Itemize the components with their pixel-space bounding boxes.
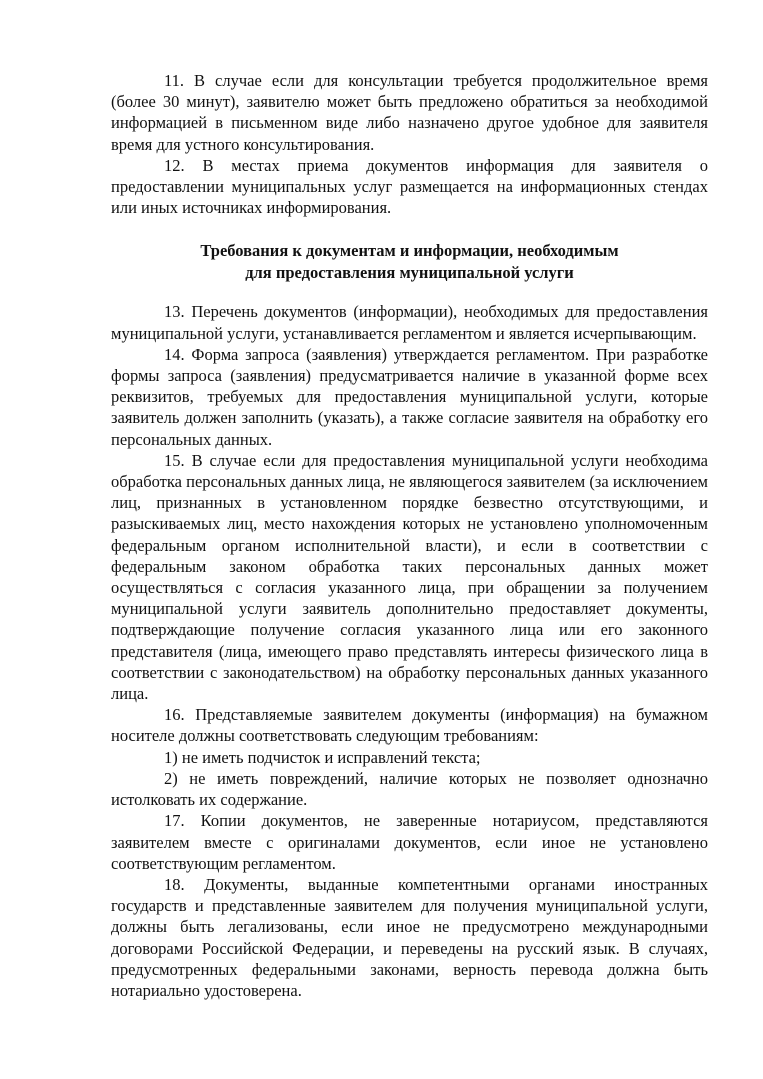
paragraph-16-item-2: 2) не иметь повреждений, наличие которых не позволяет однозначно истолковать их содержание. (111, 768, 708, 810)
section-heading-line-2: для предоставления муниципальной услуги (245, 262, 574, 282)
paragraph-18: 18. Документы, выданные компетентными органами иностранных государств и представленные заявителем для получения муниципальной услуги, должны быть легализованы, если иное не предусмотрено международными договорами Российской Федерации, и переведены на русский язык. В случаях, предусмотренных федеральными законами, верность перевода должна быть нотариально удостоверена. (111, 874, 708, 1000)
paragraph-13: 13. Перечень документов (информации), необходимых для предоставления муниципальной услуги, устанавливается регламентом и является исчерпывающим. (111, 302, 708, 343)
document-page (111, 70, 708, 1001)
paragraph-12: 12. В местах приема документов информация для заявителя о предоставлении муниципальных услуг размещается на информационных стендах или иных источниках информирования. (111, 155, 708, 218)
section-heading (111, 240, 708, 283)
paragraph-16-item-1: 1) не иметь подчисток и исправлений текста; (164, 747, 481, 767)
paragraph-16: 16. Представляемые заявителем документы (информация) на бумажном носителе должны соответствовать следующим требованиям: (111, 705, 708, 746)
section-heading-line-1: Требования к документам и информации, необходимым (200, 241, 619, 261)
paragraph-15: 15. В случае если для предоставления муниципальной услуги необходима обработка персональных данных лица, не являющегося заявителем (за исключением лиц, признанных в установленном порядке безвестно отсутствующими, и разыскиваемых лиц, место нахождения которых не установлено уполномоченным федеральным органом исполнительной власти), и если в соответствии с федеральным законом обработка таких персональных данных может осуществляться с согласия указанного лица, при обращении за получением муниципальной услуги заявитель дополнительно предоставляет документы, подтверждающие получение согласия указанного лица или его законного представителя (лица, имеющего право представлять интересы физического лица в соответствии с законодательством) на обработку персональных данных указанного лица. (111, 450, 708, 704)
paragraph-11: 11. В случае если для консультации требуется продолжительное время (более 30 минут), заявителю может быть предложено обратиться за необходимой информацией в письменном виде либо назначено другое удобное для заявителя время для устного консультирования. (111, 71, 708, 154)
paragraph-14: 14. Форма запроса (заявления) утверждается регламентом. При разработке формы запроса (заявления) предусматривается наличие в указанной форме всех реквизитов, требуемых для предоставления муниципальной услуги, которые заявитель должен заполнить (указать), а также согласие заявителя на обработку его персональных данных. (111, 344, 708, 449)
paragraph-17: 17. Копии документов, не заверенные нотариусом, представляются заявителем вместе с оригиналами документов, если иное не установлено соответствующим регламентом. (111, 811, 708, 873)
